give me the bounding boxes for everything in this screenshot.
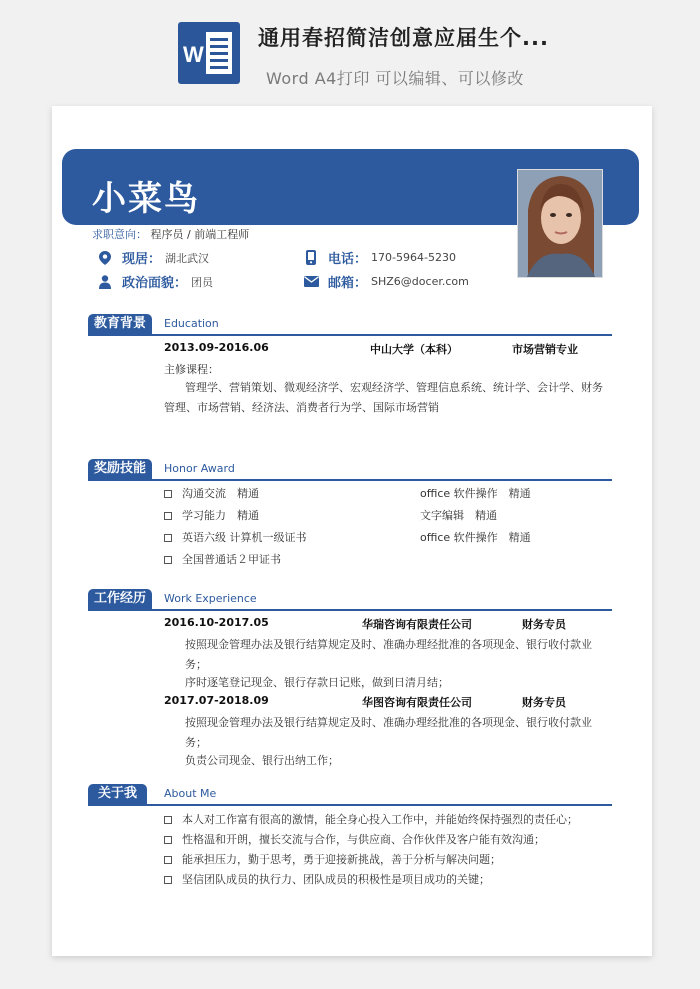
job-duty: 按照现金管理办法及银行结算规定及时、准确办理经批准的各项现金、银行收付款业 [185, 638, 592, 651]
resume-page [52, 106, 652, 956]
word-doc-icon [178, 22, 240, 84]
section-divider [88, 609, 612, 611]
document-title: 通用春招简洁创意应届生个... [258, 26, 549, 50]
checkbox-icon [164, 876, 172, 884]
section-work-header [88, 589, 612, 611]
preview-header [0, 0, 700, 105]
checkbox-icon [164, 816, 172, 824]
list-item: 性格温和开朗，擅长交流与合作，与供应商、合作伙伴及客户能有效沟通； [164, 831, 545, 847]
phone-label: 电话： [328, 252, 368, 267]
checkbox-icon [164, 856, 172, 864]
checkbox-icon [164, 556, 172, 564]
email-label: 邮箱： [328, 276, 368, 291]
education-courses-line2: 管理、市场营销、经济法、消费者行为学、国际市场营销 [164, 401, 439, 414]
section-about-header [88, 784, 612, 806]
job-duty: 务； [185, 658, 207, 671]
job-duty: 按照现金管理办法及银行结算规定及时、准确办理经批准的各项现金、银行收付款业 [185, 716, 592, 729]
phone-value: 170-5964-5230 [371, 251, 456, 264]
section-honors-title: 奖励技能 [88, 459, 152, 479]
education-period: 2013.09-2016.06 [164, 341, 269, 354]
politics-value: 团员 [191, 275, 214, 289]
education-school: 中山大学（本科） [370, 343, 458, 356]
checkbox-icon [164, 512, 172, 520]
location-pin-icon [96, 251, 114, 265]
job-intent-value: 程序员 / 前端工程师 [150, 228, 250, 241]
person-icon [96, 275, 114, 289]
list-item: 能承担压力，勤于思考，勇于迎接新挑战，善于分析与解决问题； [164, 851, 501, 867]
email-value: SHZ6@docer.com [371, 275, 469, 288]
section-honors-en: Honor Award [164, 462, 235, 475]
section-work-en: Work Experience [164, 592, 257, 605]
phone-icon [302, 251, 320, 265]
section-education-en: Education [164, 317, 219, 330]
checkbox-icon [164, 836, 172, 844]
job-period: 2017.07-2018.09 [164, 694, 269, 707]
checkbox-icon [164, 490, 172, 498]
education-courses-line1: 管理学、营销策划、微观经济学、宏观经济学、管理信息系统、统计学、会计学、财务 [185, 381, 603, 394]
list-item: 全国普通话２甲证书 [164, 551, 281, 567]
job-duty: 负责公司现金、银行出纳工作； [185, 754, 339, 767]
list-item: 英语六级 计算机一级证书 [164, 529, 307, 545]
info-politics [96, 272, 213, 291]
job-role: 财务专员 [522, 618, 566, 631]
mail-icon [302, 275, 320, 289]
list-item: 本人对工作富有很高的激情，能全身心投入工作中，并能始终保持强烈的责任心； [164, 811, 578, 827]
info-email [302, 272, 469, 291]
section-work-title: 工作经历 [88, 589, 152, 609]
list-item: 文字编辑 精通 [420, 509, 497, 522]
job-duty: 序时逐笔登记现金、银行存款日记账，做到日清月结； [185, 676, 449, 689]
section-about-title: 关于我 [88, 784, 147, 804]
job-intent [92, 226, 249, 242]
list-item: office 软件操作 精通 [420, 487, 531, 500]
job-duty: 务； [185, 736, 207, 749]
section-about-en: About Me [164, 787, 217, 800]
list-item: 沟通交流 精通 [164, 485, 259, 501]
job-period: 2016.10-2017.05 [164, 616, 269, 629]
location-label: 现居： [122, 252, 162, 267]
document-subtitle: Word A4打印 可以编辑、可以修改 [266, 69, 524, 88]
section-divider [88, 334, 612, 336]
section-education-header [88, 314, 612, 336]
svg-text:W: W [183, 42, 204, 67]
job-company: 华图咨询有限责任公司 [362, 696, 472, 709]
list-item: 坚信团队成员的执行力、团队成员的积极性是项目成功的关键； [164, 871, 490, 887]
education-major: 市场营销专业 [512, 343, 578, 356]
info-phone [302, 248, 456, 267]
info-location [96, 248, 209, 267]
job-role: 财务专员 [522, 696, 566, 709]
resume-name: 小菜鸟 [92, 179, 200, 219]
section-divider [88, 479, 612, 481]
politics-label: 政治面貌： [122, 276, 188, 291]
section-honors-header [88, 459, 612, 481]
job-intent-label: 求职意向： [92, 228, 147, 241]
section-divider [88, 804, 612, 806]
profile-photo [517, 169, 603, 278]
job-company: 华瑞咨询有限责任公司 [362, 618, 472, 631]
section-education-title: 教育背景 [88, 314, 152, 334]
location-value: 湖北武汉 [165, 251, 210, 265]
checkbox-icon [164, 534, 172, 542]
list-item: office 软件操作 精通 [420, 531, 531, 544]
education-courses-label: 主修课程： [164, 363, 219, 376]
list-item: 学习能力 精通 [164, 507, 259, 523]
